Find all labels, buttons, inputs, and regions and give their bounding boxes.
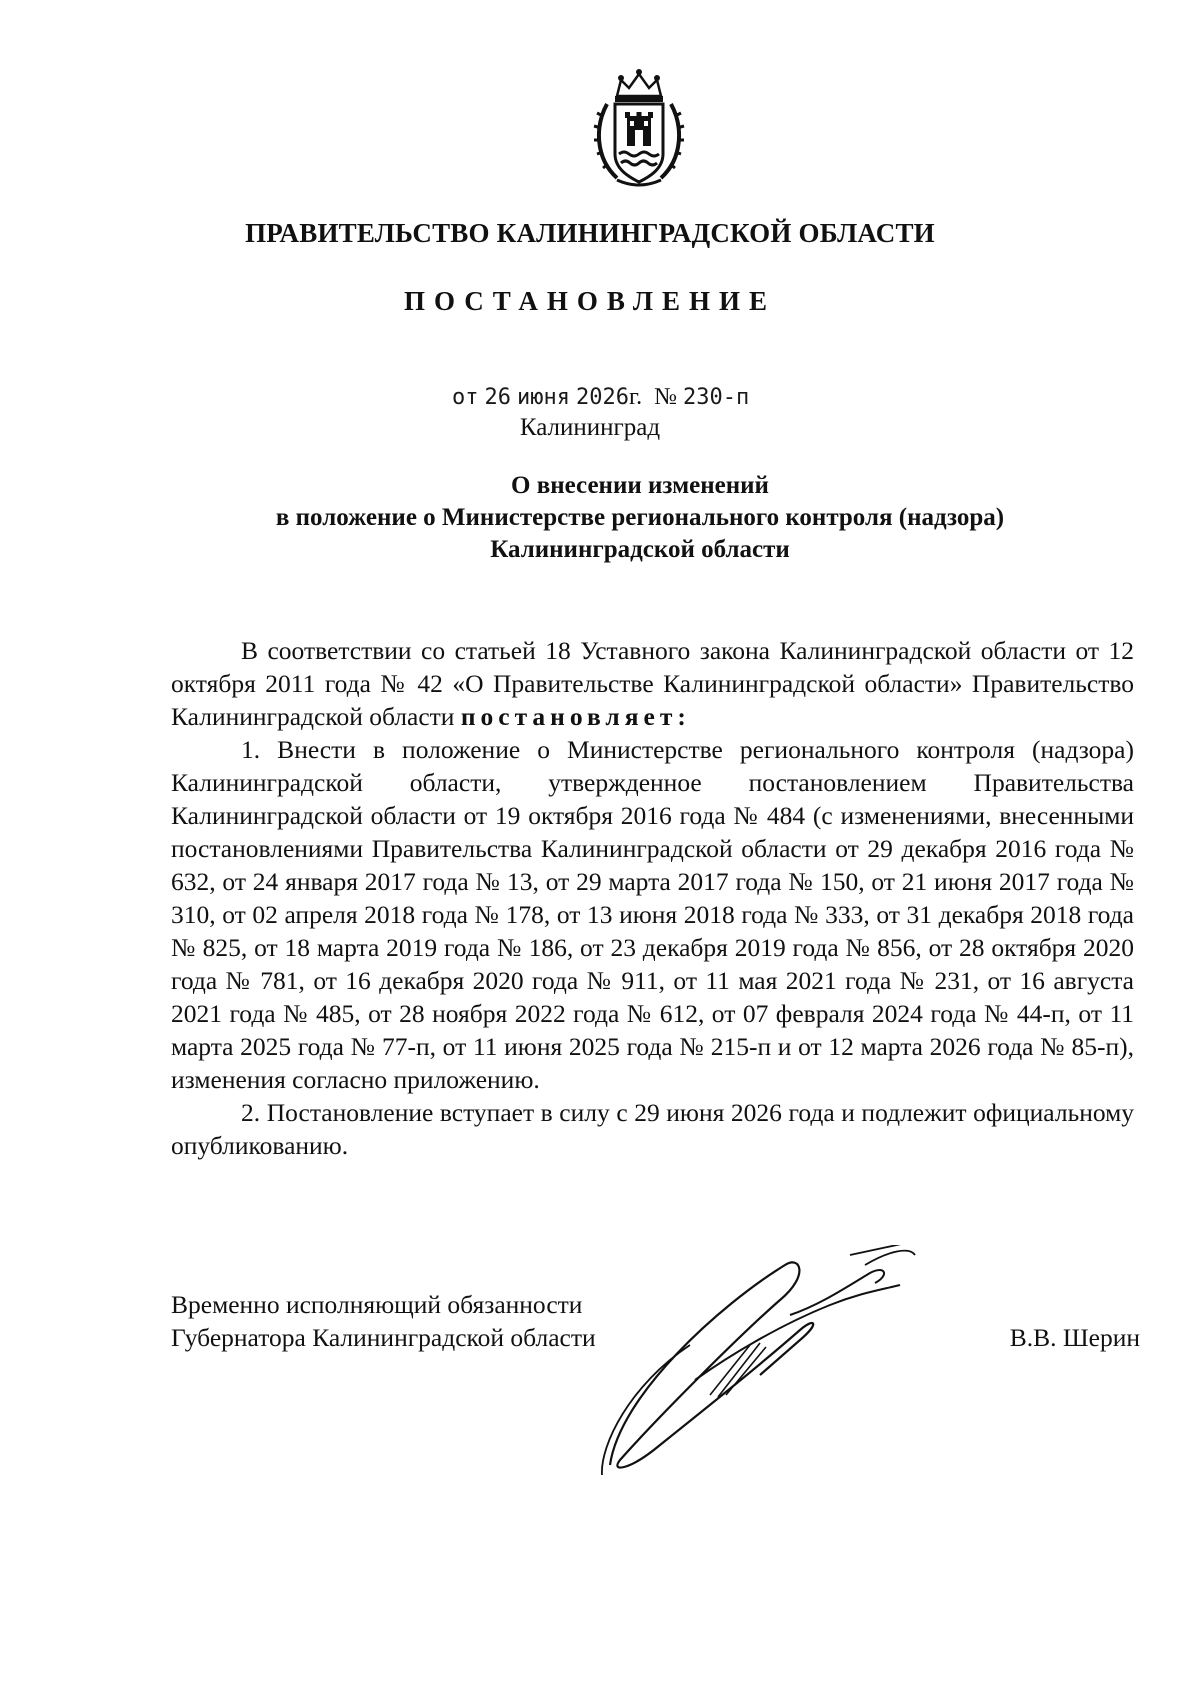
subject-line: О внесении изменений <box>511 472 769 499</box>
signatory-position <box>171 1288 596 1354</box>
item-1-paragraph: 1. Внести в положение о Министерстве регионального контроля (надзора) Калининградской области, утвержденное постановлением Правительства Калининградской области от 19 октября 2016 года № 484 (с изменениями, внесенными постановлениями Правительства Калининградской области от 29 декабря 2016 года № 632, от 24 января 2017 года № 13, от 29 марта 2017 года № 150, от 21 июня 2017 года № 310, от 02 апреля 2018 года № 178, от 13 июня 2018 года № 333, от 31 декабря 2018 года № 825, от 18 марта 2019 года № 186, от 23 декабря 2019 года № 856, от 28 октября 2020 года № 781, от 16 декабря 2020 года № 911, от 11 мая 2021 года № 231, от 16 августа 2021 года № 485, от 28 ноября 2022 года № 612, от 07 февраля 2024 года № 44-п, от 11 марта 2025 года № 77-п, от 11 июня 2025 года № 215-п и от 12 марта 2026 года № 85-п), изменения согласно приложению. <box>171 735 1134 1094</box>
number-sign: № <box>654 384 678 410</box>
position-line: Губернатора Калининградской области <box>171 1323 596 1352</box>
handwritten-signature <box>600 1245 940 1505</box>
coat-of-arms-emblem <box>587 66 691 192</box>
decides-word: постановляет: <box>460 702 691 731</box>
position-line: Временно исполняющий обязанности <box>171 1290 583 1319</box>
document-type-title: ПОСТАНОВЛЕНИЕ <box>403 286 777 316</box>
date-year: 2026 <box>575 385 629 410</box>
document-body <box>171 634 1134 1162</box>
document-place: Калининград <box>519 414 661 441</box>
item-2-paragraph: 2. Постановление вступает в силу с 29 июня 2026 года и подлежит официальному опубликованию. <box>171 1098 1134 1160</box>
document-subject <box>180 470 1100 566</box>
date-prefix: от <box>452 385 479 410</box>
signatory-name: В.В. Шерин <box>1009 1323 1140 1352</box>
date-month: июня <box>517 385 570 410</box>
date-year-suffix: г. <box>628 384 643 410</box>
subject-line: Калининградской области <box>490 536 790 563</box>
subject-line: в положение о Министерстве регионального контроля (надзора) <box>275 504 1005 531</box>
preamble-text: В соответствии со статьей 18 Уставного закона Калининградской области от 12 октября 2011 года № 42 «О Правительстве Калининградской области» Правительство Калининградской области <box>171 636 1134 731</box>
date-day: 26 <box>484 385 511 410</box>
document-number: 230-п <box>683 385 750 410</box>
organization-title: ПРАВИТЕЛЬСТВО КАЛИНИНГРАДСКОЙ ОБЛАСТИ <box>245 218 935 248</box>
document-date-number <box>452 384 749 411</box>
preamble-paragraph <box>171 634 1134 733</box>
